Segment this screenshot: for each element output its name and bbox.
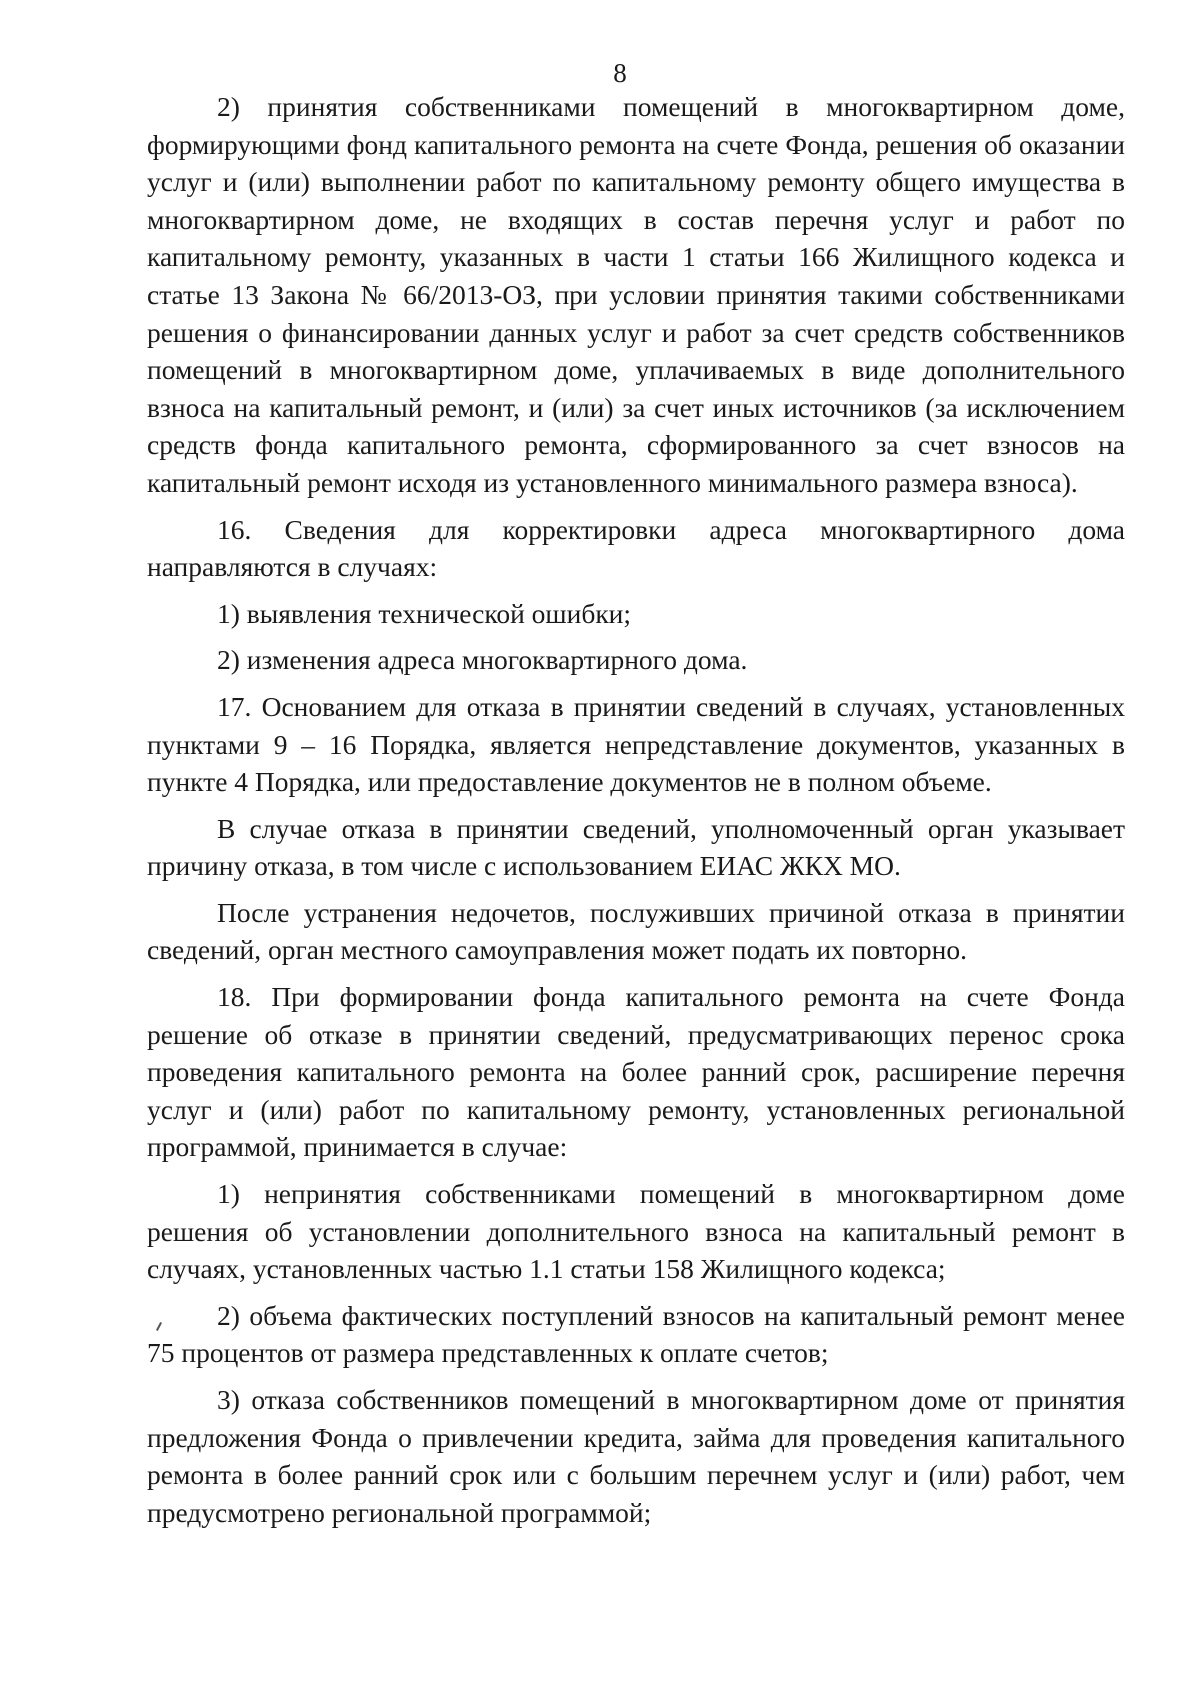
paragraph-2-decision-additional-works: 2) принятия собственниками помещений в многоквартирном доме, формирующими фонд капитального ремонта на счете Фонда, решения об оказании услуг и (или) выполнении работ по капитальному ремонту общего имущества в многоквартирном доме, не входящих в состав перечня услуг и работ по капитальному ремонту, указанных в части 1 статьи 166 Жилищного кодекса и статье 13 Закона № 66/2013-ОЗ, при условии принятия такими собственниками решения о финансировании данных услуг и работ за счет средств собственников помещений в многоквартирном доме, уплачиваемых в виде дополнительного взноса на капитальный ремонт, и (или) за счет иных источников (за исключением средств фонда капитального ремонта, сформированного за счет взносов на капитальный ремонт исходя из установленного минимального размера взноса). — [147, 91, 1125, 498]
paragraph-18-item-1: 1) непринятия собственниками помещений в многоквартирном доме решения об установлении дополнительного взноса на капитальный ремонт в случаях, установленных частью 1.1 статьи 158 Жилищного кодекса; — [147, 1178, 1125, 1285]
page-number: 8 — [613, 58, 627, 88]
paragraph-refusal-reason: В случае отказа в принятии сведений, уполномоченный орган указывает причину отказа, в том числе с использованием ЕИАС ЖКХ МО. — [147, 812, 1125, 882]
paragraph-16-item-2: 2) изменения адреса многоквартирного дома. — [217, 644, 748, 676]
paragraph-16-item-1: 1) выявления технической ошибки; — [217, 597, 632, 629]
paragraph-resubmission: После устранения недочетов, послуживших причиной отказа в принятии сведений, орган местного самоуправления может подать их повторно. — [147, 896, 1125, 966]
paragraph-17-refusal-grounds: 17. Основанием для отказа в принятии сведений в случаях, установленных пунктами 9 – 16 Порядка, является непредставление документов, указанных в пункте 4 Порядка, или предоставление документов не в полном объеме. — [147, 690, 1125, 798]
paragraph-18-item-3: 3) отказа собственников помещений в многоквартирном доме от принятия предложения Фонда о привлечении кредита, займа для проведения капитального ремонта в более ранний срок или с большим перечнем услуг и (или) работ, чем предусмотрено региональной программой; — [147, 1384, 1125, 1528]
paragraph-16-address-correction: 16. Сведения для корректировки адреса многоквартирного дома направляются в случаях: — [147, 513, 1125, 583]
paragraph-18-item-2: 2) объема фактических поступлений взносов на капитальный ремонт менее 75 процентов от размера представленных к оплате счетов; — [147, 1299, 1125, 1369]
paragraph-18-refusal-decision: 18. При формировании фонда капитального ремонта на счете Фонда решение об отказе в принятии сведений, предусматривающих перенос срока проведения капитального ремонта на более ранний срок, расширение перечня услуг и (или) работ по капитальному ремонту, установленных региональной программой, принимается в случае: — [147, 981, 1125, 1163]
document-body — [147, 88, 1125, 1531]
